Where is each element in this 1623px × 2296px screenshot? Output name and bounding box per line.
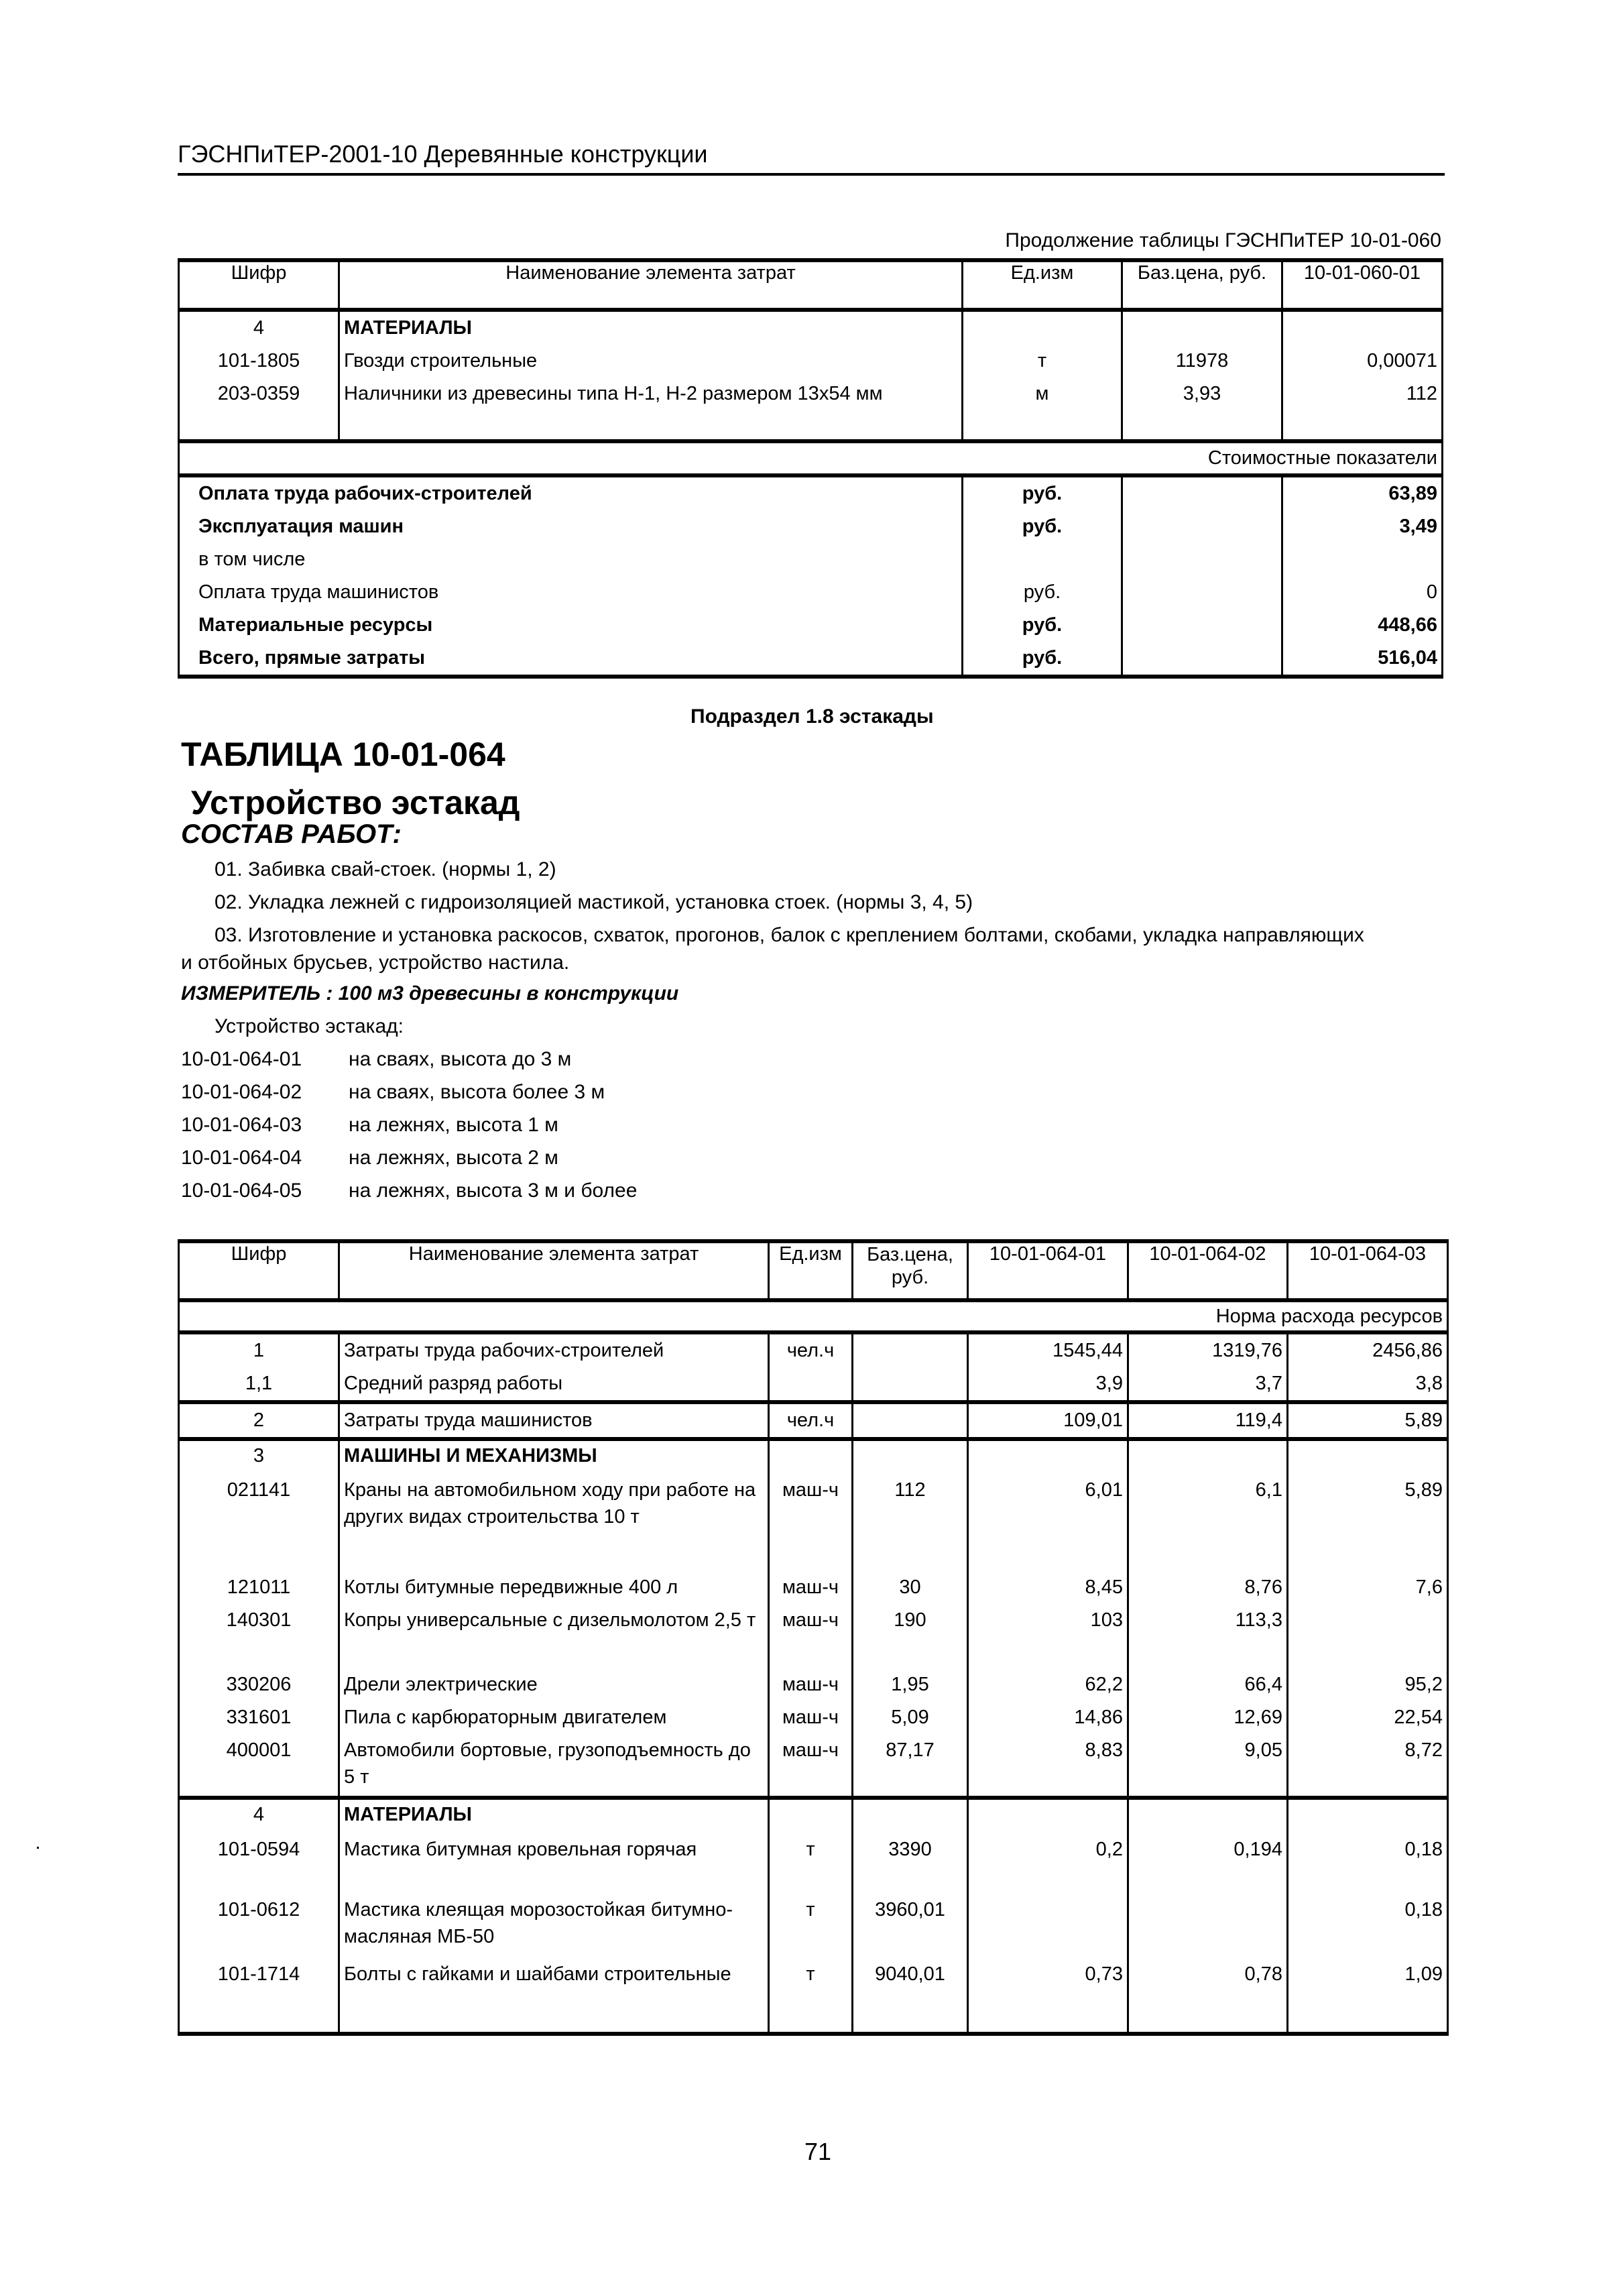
cost-row bbox=[179, 576, 1443, 609]
row-v3: 0,18 bbox=[1288, 1894, 1448, 1958]
row-name: Наличники из древесины типа Н-1, Н-2 размером 13х54 мм bbox=[339, 378, 963, 410]
row-v1: 14,86 bbox=[968, 1701, 1128, 1734]
row-v1: 0,2 bbox=[968, 1829, 1128, 1894]
table-row bbox=[179, 1604, 1448, 1668]
table-row bbox=[179, 1701, 1448, 1734]
row-value: 112 bbox=[1282, 378, 1443, 410]
col-header-norm: 10-01-060-01 bbox=[1282, 260, 1443, 310]
cost-header-row bbox=[179, 441, 1443, 475]
row-price: 3,93 bbox=[1122, 378, 1282, 410]
row-v2: 119,4 bbox=[1128, 1402, 1288, 1439]
col-header-price: Баз.цена, руб. bbox=[1122, 260, 1282, 310]
row-price: 11978 bbox=[1122, 345, 1282, 378]
row-price: 9040,01 bbox=[853, 1958, 968, 2034]
row-unit: чел.ч bbox=[769, 1332, 853, 1367]
row-price: 3390 bbox=[853, 1829, 968, 1894]
col-header-variant-02: 10-01-064-02 bbox=[1128, 1241, 1288, 1300]
cost-name: Оплата труда рабочих-строителей bbox=[179, 475, 963, 510]
table-row bbox=[179, 1798, 1448, 1829]
row-unit: маш-ч bbox=[769, 1668, 853, 1701]
subsection-title: Подраздел 1.8 эстакады bbox=[690, 705, 934, 728]
cost-header: Стоимостные показатели bbox=[179, 441, 1443, 475]
row-unit: маш-ч bbox=[769, 1474, 853, 1571]
row-unit bbox=[963, 310, 1122, 345]
row-unit: маш-ч bbox=[769, 1604, 853, 1668]
variant-text: на сваях, высота до 3 м bbox=[349, 1048, 572, 1070]
row-unit: маш-ч bbox=[769, 1571, 853, 1604]
cost-unit bbox=[963, 543, 1122, 576]
variant-text: на лежнях, высота 1 м bbox=[349, 1114, 558, 1136]
row-v1: 109,01 bbox=[968, 1402, 1128, 1439]
variant-item bbox=[181, 1048, 571, 1071]
cost-value: 516,04 bbox=[1282, 642, 1443, 677]
row-v2 bbox=[1128, 1894, 1288, 1958]
row-v1: 3,9 bbox=[968, 1367, 1128, 1402]
row-price bbox=[853, 1367, 968, 1402]
col-header-code: Шифр bbox=[179, 260, 339, 310]
row-code: 021141 bbox=[179, 1474, 339, 1571]
cost-name: Эксплуатация машин bbox=[179, 510, 963, 543]
row-price: 112 bbox=[853, 1474, 968, 1571]
work-item: 03. Изготовление и установка раскосов, схваток, прогонов, балок с креплением болтами, скобами, укладка направляющих bbox=[215, 924, 1364, 946]
cost-row bbox=[179, 642, 1443, 677]
row-name: Пила с карбюраторным двигателем bbox=[339, 1701, 769, 1734]
running-head: ГЭСНПиТЕР-2001-10 Деревянные конструкции bbox=[178, 139, 1445, 176]
cost-row bbox=[179, 510, 1443, 543]
row-v1: 103 bbox=[968, 1604, 1128, 1668]
variants-intro: Устройство эстакад: bbox=[215, 1015, 404, 1037]
row-code: 140301 bbox=[179, 1604, 339, 1668]
table-row bbox=[179, 310, 1443, 345]
table-row bbox=[179, 1734, 1448, 1798]
table-header-row bbox=[179, 260, 1443, 310]
table-row bbox=[179, 1958, 1448, 2034]
cost-name: Материальные ресурсы bbox=[179, 609, 963, 642]
row-v1: 1545,44 bbox=[968, 1332, 1128, 1367]
row-unit: т bbox=[769, 1894, 853, 1958]
work-item: 01. Забивка свай-стоек. (нормы 1, 2) bbox=[215, 858, 556, 880]
row-v1: 8,83 bbox=[968, 1734, 1128, 1798]
row-price bbox=[853, 1332, 968, 1367]
variant-text: на лежнях, высота 3 м и более bbox=[349, 1180, 638, 1202]
row-v2: 0,194 bbox=[1128, 1829, 1288, 1894]
work-item: и отбойных брусьев, устройство настила. bbox=[181, 952, 570, 974]
row-unit: маш-ч bbox=[769, 1701, 853, 1734]
row-v2: 1319,76 bbox=[1128, 1332, 1288, 1367]
cost-value: 0 bbox=[1282, 576, 1443, 609]
row-code: 4 bbox=[179, 310, 339, 345]
row-code: 1,1 bbox=[179, 1367, 339, 1402]
row-v2: 66,4 bbox=[1128, 1668, 1288, 1701]
row-unit: чел.ч bbox=[769, 1402, 853, 1439]
row-v3: 5,89 bbox=[1288, 1474, 1448, 1571]
row-code: 101-1714 bbox=[179, 1958, 339, 2034]
norm-header: Норма расхода ресурсов bbox=[179, 1300, 1448, 1332]
row-price bbox=[853, 1402, 968, 1439]
col-header-variant-03: 10-01-064-03 bbox=[1288, 1241, 1448, 1300]
norm-header-row bbox=[179, 1300, 1448, 1332]
cost-unit: руб. bbox=[963, 475, 1122, 510]
row-value bbox=[1282, 310, 1443, 345]
scan-speck bbox=[37, 1847, 39, 1849]
col-header-unit: Ед.изм bbox=[769, 1241, 853, 1300]
row-value: 0,00071 bbox=[1282, 345, 1443, 378]
variant-code: 10-01-064-03 bbox=[181, 1114, 302, 1136]
row-unit: м bbox=[963, 378, 1122, 410]
row-v1: 0,73 bbox=[968, 1958, 1128, 2034]
row-name: Автомобили бортовые, грузоподъемность до 5 т bbox=[339, 1734, 769, 1798]
table-row bbox=[179, 1668, 1448, 1701]
variant-item bbox=[181, 1147, 558, 1169]
row-code: 4 bbox=[179, 1798, 339, 1829]
row-price: 87,17 bbox=[853, 1734, 968, 1798]
row-v3: 3,8 bbox=[1288, 1367, 1448, 1402]
cost-value bbox=[1282, 543, 1443, 576]
cost-unit: руб. bbox=[963, 642, 1122, 677]
row-v3 bbox=[1288, 1604, 1448, 1668]
row-v2: 6,1 bbox=[1128, 1474, 1288, 1571]
col-header-unit: Ед.изм bbox=[963, 260, 1122, 310]
row-v3: 1,09 bbox=[1288, 1958, 1448, 2034]
row-v3: 7,6 bbox=[1288, 1571, 1448, 1604]
row-v3: 5,89 bbox=[1288, 1402, 1448, 1439]
table-row bbox=[179, 1474, 1448, 1571]
cost-row bbox=[179, 543, 1443, 576]
row-code: 3 bbox=[179, 1439, 339, 1474]
continuation-table bbox=[178, 258, 1443, 679]
table-spacer-row bbox=[179, 410, 1443, 441]
row-price: 190 bbox=[853, 1604, 968, 1668]
cost-name: Всего, прямые затраты bbox=[179, 642, 963, 677]
row-price: 3960,01 bbox=[853, 1894, 968, 1958]
row-name: Затраты труда рабочих-строителей bbox=[339, 1332, 769, 1367]
col-header-name: Наименование элемента затрат bbox=[339, 260, 963, 310]
row-code: 400001 bbox=[179, 1734, 339, 1798]
variant-item bbox=[181, 1081, 605, 1104]
variant-code: 10-01-064-05 bbox=[181, 1180, 302, 1202]
row-unit: т bbox=[769, 1829, 853, 1894]
row-v1: 8,45 bbox=[968, 1571, 1128, 1604]
row-v2: 0,78 bbox=[1128, 1958, 1288, 2034]
row-v2: 9,05 bbox=[1128, 1734, 1288, 1798]
row-name: Мастика клеящая морозостойкая битумно-масляная МБ-50 bbox=[339, 1894, 769, 1958]
variant-item bbox=[181, 1114, 558, 1137]
cost-unit: руб. bbox=[963, 609, 1122, 642]
row-name: Болты с гайками и шайбами строительные bbox=[339, 1958, 769, 2034]
page-number: 71 bbox=[804, 2138, 832, 2165]
variant-code: 10-01-064-04 bbox=[181, 1147, 302, 1169]
row-v3: 2456,86 bbox=[1288, 1332, 1448, 1367]
table-title: ТАБЛИЦА 10-01-064 bbox=[181, 736, 505, 773]
cost-row bbox=[179, 475, 1443, 510]
row-v3: 8,72 bbox=[1288, 1734, 1448, 1798]
row-name: Гвозди строительные bbox=[339, 345, 963, 378]
row-v2: 12,69 bbox=[1128, 1701, 1288, 1734]
cost-value: 3,49 bbox=[1282, 510, 1443, 543]
row-code: 331601 bbox=[179, 1701, 339, 1734]
cost-name: в том числе bbox=[179, 543, 963, 576]
row-code: 1 bbox=[179, 1332, 339, 1367]
col-header-code: Шифр bbox=[179, 1241, 339, 1300]
cost-unit: руб. bbox=[963, 510, 1122, 543]
continuation-caption: Продолжение таблицы ГЭСНПиТЕР 10-01-060 bbox=[1005, 229, 1441, 251]
row-unit: т bbox=[963, 345, 1122, 378]
row-name: МАШИНЫ И МЕХАНИЗМЫ bbox=[339, 1439, 769, 1474]
row-name: Котлы битумные передвижные 400 л bbox=[339, 1571, 769, 1604]
row-unit: т bbox=[769, 1958, 853, 2034]
row-v1 bbox=[968, 1894, 1128, 1958]
table-row bbox=[179, 1367, 1448, 1402]
row-v1: 62,2 bbox=[968, 1668, 1128, 1701]
variant-code: 10-01-064-01 bbox=[181, 1048, 302, 1070]
row-code: 330206 bbox=[179, 1668, 339, 1701]
row-name: МАТЕРИАЛЫ bbox=[339, 1798, 769, 1829]
row-price: 30 bbox=[853, 1571, 968, 1604]
row-v3: 95,2 bbox=[1288, 1668, 1448, 1701]
table-row bbox=[179, 345, 1443, 378]
row-v2: 3,7 bbox=[1128, 1367, 1288, 1402]
table-row bbox=[179, 1332, 1448, 1367]
table-row bbox=[179, 378, 1443, 410]
cost-value: 448,66 bbox=[1282, 609, 1443, 642]
row-code: 101-0594 bbox=[179, 1829, 339, 1894]
table-row bbox=[179, 1894, 1448, 1958]
row-v3: 22,54 bbox=[1288, 1701, 1448, 1734]
variant-code: 10-01-064-02 bbox=[181, 1081, 302, 1103]
cost-value: 63,89 bbox=[1282, 475, 1443, 510]
row-code: 101-0612 bbox=[179, 1894, 339, 1958]
row-unit: маш-ч bbox=[769, 1734, 853, 1798]
col-header-variant-01: 10-01-064-01 bbox=[968, 1241, 1128, 1300]
variant-text: на сваях, высота более 3 м bbox=[349, 1081, 605, 1103]
variant-item bbox=[181, 1180, 637, 1202]
row-name: Затраты труда машинистов bbox=[339, 1402, 769, 1439]
table-subtitle: Устройство эстакад bbox=[191, 784, 520, 821]
variant-text: на лежнях, высота 2 м bbox=[349, 1147, 558, 1169]
row-v3: 0,18 bbox=[1288, 1829, 1448, 1894]
row-price: 5,09 bbox=[853, 1701, 968, 1734]
row-price bbox=[1122, 310, 1282, 345]
row-code: 101-1805 bbox=[179, 345, 339, 378]
col-header-price: Баз.цена, руб. bbox=[853, 1241, 968, 1300]
meter-unit: ИЗМЕРИТЕЛЬ : 100 м3 древесины в конструкции bbox=[181, 982, 679, 1005]
row-code: 2 bbox=[179, 1402, 339, 1439]
cost-unit: руб. bbox=[963, 576, 1122, 609]
cost-row bbox=[179, 609, 1443, 642]
col-header-name: Наименование элемента затрат bbox=[339, 1241, 769, 1300]
row-name: Копры универсальные с дизельмолотом 2,5 т bbox=[339, 1604, 769, 1668]
row-code: 121011 bbox=[179, 1571, 339, 1604]
work-item: 02. Укладка лежней с гидроизоляцией мастикой, установка стоек. (нормы 3, 4, 5) bbox=[215, 891, 973, 913]
row-unit bbox=[769, 1367, 853, 1402]
row-name: Краны на автомобильном ходу при работе на других видах строительства 10 т bbox=[339, 1474, 769, 1571]
works-label: СОСТАВ РАБОТ: bbox=[181, 819, 402, 849]
table-row bbox=[179, 1439, 1448, 1474]
resource-norms-table bbox=[178, 1239, 1449, 2036]
table-row bbox=[179, 1829, 1448, 1894]
cost-name: Оплата труда машинистов bbox=[179, 576, 963, 609]
row-v2: 8,76 bbox=[1128, 1571, 1288, 1604]
row-v2: 113,3 bbox=[1128, 1604, 1288, 1668]
row-code: 203-0359 bbox=[179, 378, 339, 410]
row-name: Средний разряд работы bbox=[339, 1367, 769, 1402]
row-name: Дрели электрические bbox=[339, 1668, 769, 1701]
row-price: 1,95 bbox=[853, 1668, 968, 1701]
table-row bbox=[179, 1402, 1448, 1439]
table-row bbox=[179, 1571, 1448, 1604]
row-v1: 6,01 bbox=[968, 1474, 1128, 1571]
row-name: МАТЕРИАЛЫ bbox=[339, 310, 963, 345]
row-name: Мастика битумная кровельная горячая bbox=[339, 1829, 769, 1894]
table-header-row bbox=[179, 1241, 1448, 1300]
